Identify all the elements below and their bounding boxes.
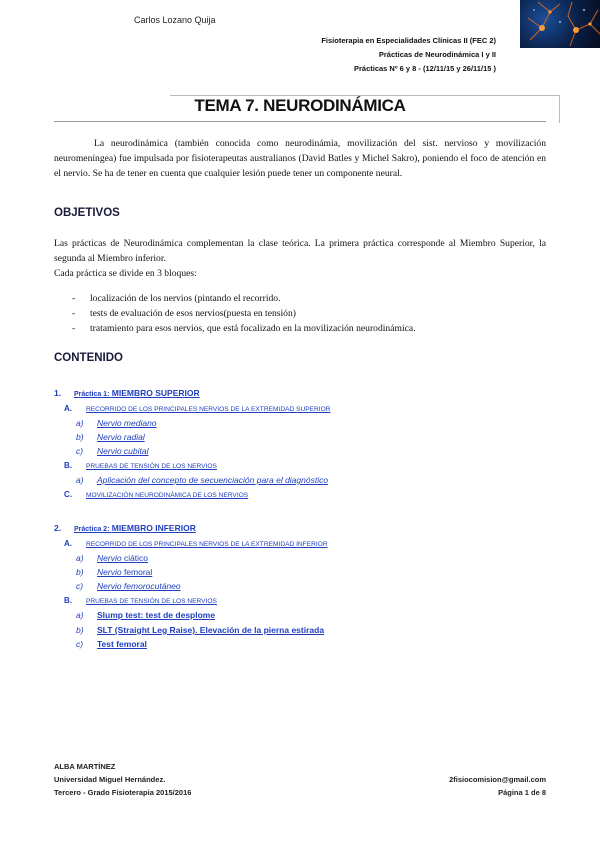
toc-link-2a-b[interactable]: b) Nervio femoral xyxy=(76,567,153,577)
header-dates: Prácticas Nº 6 y 8 - (12/11/15 y 26/11/15 ) xyxy=(353,64,496,73)
toc-link-1a-a[interactable]: a) Nervio mediano xyxy=(76,418,157,428)
toc-link-1a-c[interactable]: c) Nervio cubital xyxy=(76,446,149,456)
toc-link-1a[interactable]: A. RECORRIDO DE LOS PRINCIPALES NERVIOS DE LA EXTREMIDAD SUPERIOR xyxy=(64,404,331,413)
toc-link-1b[interactable]: B. PRUEBAS DE TENSIÓN DE LOS NERVIOS xyxy=(64,461,217,470)
toc-link-practica-2[interactable]: 2. Práctica 2: MIEMBRO INFERIOR xyxy=(54,523,196,533)
toc-link-2b-c[interactable]: c) Test femoral xyxy=(76,639,147,649)
intro-text: La neurodinámica (también conocida como neurodinámia, movilización del sist. nervioso y movilización neuromeníngea) fue impulsada por fisioterapeutas australianos (David Batles y Michel Sakro), poniendo el foco de atención en el nervio. Se ha de tener en cuenta que cualquier lesión puede tener un componente neural. xyxy=(54,138,546,179)
toc-link-1c[interactable]: C. MOVILIZACIÓN NEURODINÁMICA DE LOS NERVIOS xyxy=(64,490,249,499)
footer-right xyxy=(449,773,546,799)
contenido-heading: CONTENIDO xyxy=(54,352,123,364)
toc-link-2a-c[interactable]: c) Nervio femorocutáneo xyxy=(76,581,181,591)
author-name: Carlos Lozano Quija xyxy=(134,15,216,25)
toc-link-2b-a[interactable]: a) Slump test: test de desplome xyxy=(76,610,216,620)
footer-page-number: Página 1 de 8 xyxy=(498,788,546,797)
list-item: - tratamiento para esos nervios, que está focalizado en la movilización neurodinámica. xyxy=(72,323,416,334)
footer-course: Tercero - Grado Fisioterapia 2015/2016 xyxy=(54,788,192,797)
toc-link-practica-1[interactable]: 1. Práctica 1: MIEMBRO SUPERIOR xyxy=(54,388,200,398)
list-item: - localización de los nervios (pintando el recorrido. xyxy=(72,293,281,304)
toc-link-2b[interactable]: B. PRUEBAS DE TENSIÓN DE LOS NERVIOS xyxy=(64,596,217,605)
objetivos-paragraph-2: Cada práctica se divide en 3 bloques: xyxy=(54,268,197,279)
header-practice: Prácticas de Neurodinámica I y II xyxy=(378,50,496,59)
list-item: - tests de evaluación de esos nervios(puesta en tensión) xyxy=(72,308,296,319)
toc-link-1b-a[interactable]: a) Aplicación del concepto de secuenciación para el diagnóstico xyxy=(76,475,329,485)
header-course: Fisioterapia en Especialidades Clínicas II (FEC 2) xyxy=(321,36,496,45)
toc-link-1a-b[interactable]: b) Nervio radial xyxy=(76,432,145,442)
toc-link-2b-b[interactable]: b) SLT (Straight Leg Raise). Elevación de la pierna estirada xyxy=(76,625,325,635)
toc-link-2a[interactable]: A. RECORRIDO DE LOS PRINCIPALES NERVIOS DE LA EXTREMIDAD INFERIOR xyxy=(64,539,328,548)
footer-university: Universidad Miguel Hernández. xyxy=(54,775,166,784)
toc-link-2a-a[interactable]: a) Nervio ciático xyxy=(76,553,149,563)
page-title: TEMA 7. NEURODINÁMICA xyxy=(194,96,406,115)
objetivos-heading: OBJETIVOS xyxy=(54,207,120,219)
footer-left xyxy=(54,760,191,799)
footer-name: ALBA MARTÍNEZ xyxy=(54,762,116,771)
footer-email[interactable]: 2fisiocomision@gmail.com xyxy=(449,775,546,784)
objetivos-paragraph-1: Las prácticas de Neurodinámica complementan la clase teórica. La primera práctica corresponde al Miembro Superior, la segunda al Miembro inferior. xyxy=(54,238,546,264)
